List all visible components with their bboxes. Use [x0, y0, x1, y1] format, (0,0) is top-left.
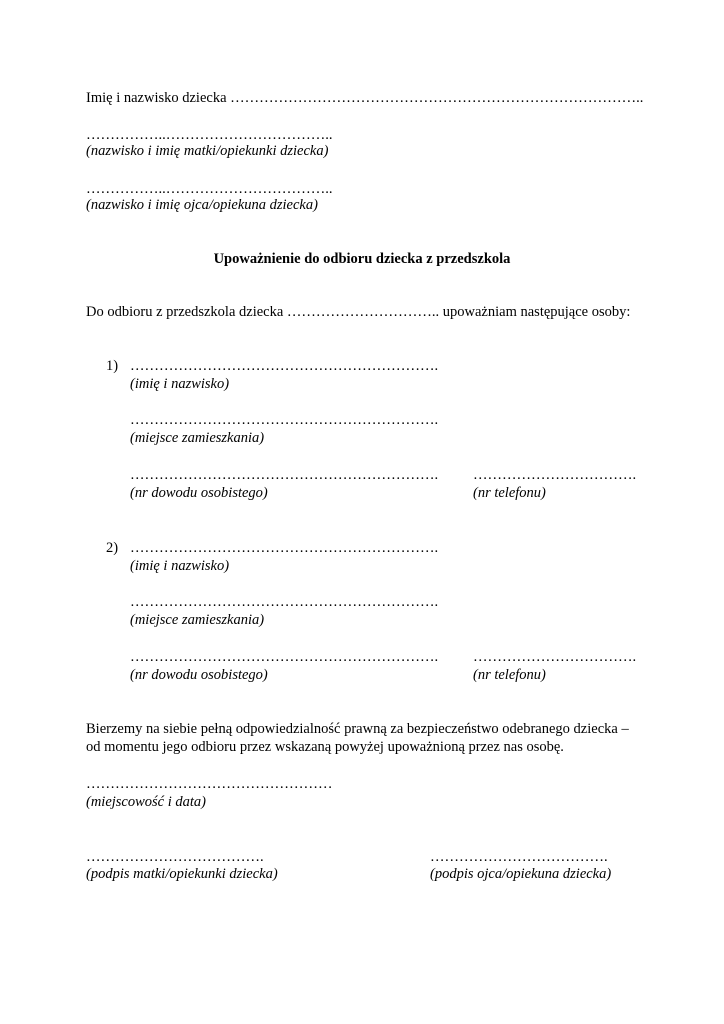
person-address-line: ……………………………………………………….: [130, 412, 439, 428]
person-name-caption: (imię i nazwisko): [130, 376, 230, 392]
father-name-caption: (nazwisko i imię ojca/opiekuna dziecka): [86, 197, 318, 213]
declaration-line-1: Bierzemy na siebie pełną odpowiedzialność prawną za bezpieczeństwo odebranego dziecka –: [86, 721, 629, 737]
mother-signature-caption: (podpis matki/opiekunki dziecka): [86, 866, 278, 882]
person-id-line: ……………………………………………………….: [130, 649, 439, 665]
place-date-caption: (miejscowość i data): [86, 794, 207, 810]
person-address-caption: (miejsce zamieszkania): [130, 612, 265, 628]
person-number: 2): [106, 540, 119, 556]
mother-signature-line: ……………………………….: [86, 849, 264, 865]
declaration-line-2: od momentu jego odbioru przez wskazaną powyżej upoważnioną przez nas osobę.: [86, 739, 564, 755]
person-phone-caption: (nr telefonu): [473, 485, 546, 501]
person-address-line: ……………………………………………………….: [130, 594, 439, 610]
person-id-caption: (nr dowodu osobistego): [130, 667, 268, 683]
father-signature-caption: (podpis ojca/opiekuna dziecka): [430, 866, 612, 882]
person-id-line: ……………………………………………………….: [130, 467, 439, 483]
person-phone-line: …………………………….: [473, 467, 637, 483]
person-name-line: ……………………………………………………….: [130, 358, 439, 374]
father-signature-line: ……………………………….: [430, 849, 608, 865]
person-name-caption: (imię i nazwisko): [130, 558, 230, 574]
person-name-line: ……………………………………………………….: [130, 540, 439, 556]
person-phone-caption: (nr telefonu): [473, 667, 546, 683]
father-name-line: ……………..……………………………..: [86, 181, 333, 197]
child-name-label: Imię i nazwisko dziecka …………………………………………………………………………..: [86, 90, 644, 106]
document-title: Upoważnienie do odbioru dziecka z przedszkola: [213, 251, 511, 267]
person-id-caption: (nr dowodu osobistego): [130, 485, 268, 501]
person-number: 1): [106, 358, 119, 374]
mother-name-line: ……………..……………………………..: [86, 127, 333, 143]
person-address-caption: (miejsce zamieszkania): [130, 430, 265, 446]
mother-name-caption: (nazwisko i imię matki/opiekunki dziecka): [86, 143, 329, 159]
place-date-line: ……………………………………………: [86, 776, 333, 792]
intro-text: Do odbioru z przedszkola dziecka ………………………….. upoważniam następujące osoby:: [86, 304, 631, 320]
person-phone-line: …………………………….: [473, 649, 637, 665]
